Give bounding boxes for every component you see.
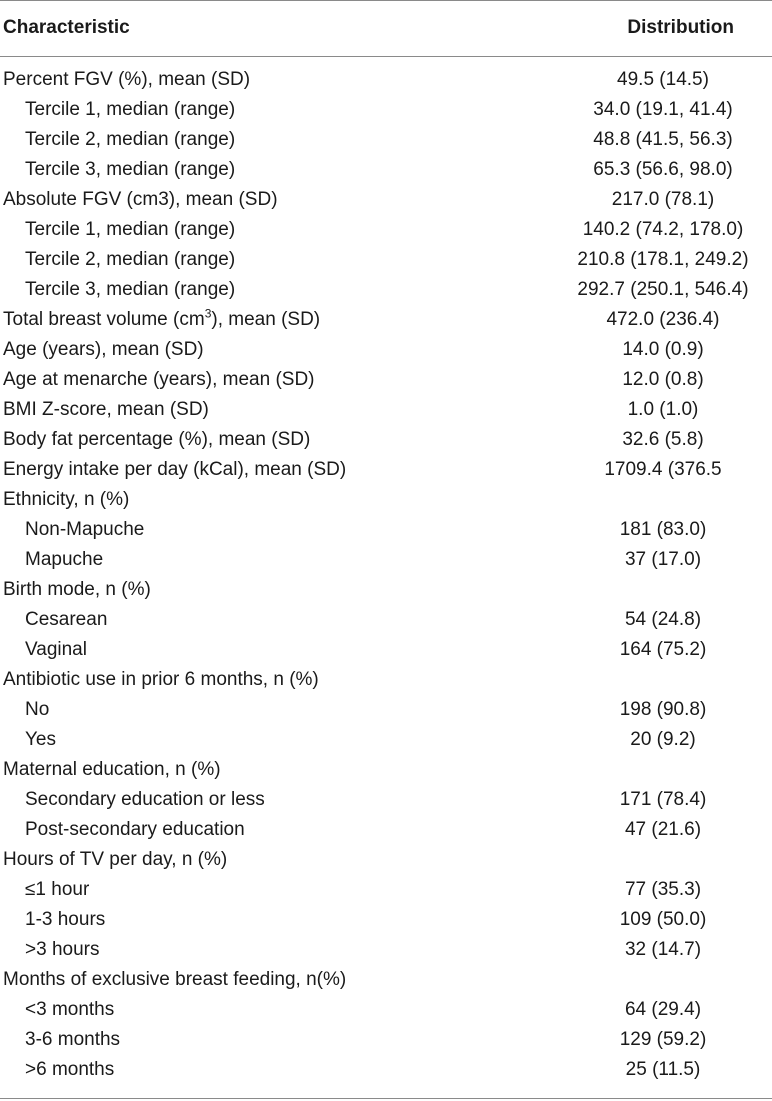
row-label: Tercile 1, median (range): [25, 219, 236, 240]
row-label-text: Total breast volume (cm: [3, 309, 205, 330]
row-label: Tercile 2, median (range): [25, 129, 236, 150]
table-row: [0, 875, 772, 905]
row-value: 181 (83.0): [619, 519, 707, 540]
row-label: >3 hours: [25, 939, 100, 960]
row-value: 54 (24.8): [624, 609, 702, 630]
table-row: [0, 455, 772, 485]
row-label: <3 months: [25, 999, 115, 1020]
table-row: [0, 485, 772, 515]
table-row: [0, 395, 772, 425]
row-value: 1709.4 (376.5: [604, 459, 722, 480]
row-value: 25 (11.5): [625, 1059, 701, 1080]
row-label: Hours of TV per day, n (%): [3, 849, 228, 870]
table-row: [0, 635, 772, 665]
row-label-superscript: 3: [204, 306, 212, 321]
table-row: [0, 1025, 772, 1055]
row-label: [3, 305, 320, 335]
row-value: 1.0 (1.0): [627, 399, 699, 420]
table-row: [0, 725, 772, 755]
table-body: [0, 65, 772, 1085]
row-value: 47 (21.6): [624, 819, 702, 840]
table-row: [0, 845, 772, 875]
row-value: 34.0 (19.1, 41.4): [593, 99, 733, 120]
table-row: [0, 65, 772, 95]
row-value: 77 (35.3): [624, 879, 702, 900]
table-row: [0, 815, 772, 845]
row-value: 65.3 (56.6, 98.0): [593, 159, 733, 180]
row-label: No: [25, 699, 50, 720]
table-row: [0, 785, 772, 815]
table-row: [0, 155, 772, 185]
row-label: >6 months: [25, 1059, 115, 1080]
table-row: [0, 575, 772, 605]
table-row: [0, 125, 772, 155]
row-label: Post-secondary education: [25, 819, 245, 840]
row-value: 37 (17.0): [624, 549, 702, 570]
table-header-rule: [0, 56, 772, 57]
row-label: Ethnicity, n (%): [3, 489, 130, 510]
table-row: [0, 365, 772, 395]
column-header-distribution: Distribution: [627, 17, 734, 38]
row-value: 32 (14.7): [624, 939, 702, 960]
row-label: Non-Mapuche: [25, 519, 145, 540]
row-label: Secondary education or less: [25, 789, 265, 810]
row-value: 171 (78.4): [619, 789, 707, 810]
row-value: 292.7 (250.1, 546.4): [577, 279, 749, 300]
table-row: [0, 605, 772, 635]
table-row: [0, 935, 772, 965]
row-value: 164 (75.2): [619, 639, 707, 660]
row-label: Energy intake per day (kCal), mean (SD): [3, 459, 347, 480]
row-label: ≤1 hour: [25, 879, 90, 900]
table-row: [0, 755, 772, 785]
row-value: 198 (90.8): [619, 699, 707, 720]
row-label: Maternal education, n (%): [3, 759, 221, 780]
table-row: [0, 1055, 772, 1085]
row-label: Absolute FGV (cm3), mean (SD): [3, 189, 278, 210]
column-header-characteristic: Characteristic: [3, 17, 130, 38]
row-label: Age at menarche (years), mean (SD): [3, 369, 315, 390]
row-label: Tercile 1, median (range): [25, 99, 236, 120]
row-label: Age (years), mean (SD): [3, 339, 204, 360]
row-label: BMI Z-score, mean (SD): [3, 399, 209, 420]
row-label: Body fat percentage (%), mean (SD): [3, 429, 311, 450]
table-row: [0, 695, 772, 725]
table-row: [0, 245, 772, 275]
row-value: 64 (29.4): [624, 999, 702, 1020]
table-bottom-rule: [0, 1098, 772, 1099]
row-value: 472.0 (236.4): [606, 309, 720, 330]
table-row: [0, 515, 772, 545]
table-row: [0, 665, 772, 695]
row-label: 1-3 hours: [25, 909, 106, 930]
row-value: 20 (9.2): [630, 729, 696, 750]
row-label: Cesarean: [25, 609, 108, 630]
row-label: 3-6 months: [25, 1029, 121, 1050]
row-label-text: ), mean (SD): [211, 309, 321, 330]
row-value: 32.6 (5.8): [622, 429, 704, 450]
row-value: 210.8 (178.1, 249.2): [577, 249, 749, 270]
row-label: Mapuche: [25, 549, 104, 570]
row-value: 217.0 (78.1): [611, 189, 715, 210]
table-row: [0, 545, 772, 575]
row-label: Tercile 3, median (range): [25, 279, 236, 300]
table-row: [0, 215, 772, 245]
row-value: 14.0 (0.9): [622, 339, 704, 360]
row-label: Antibiotic use in prior 6 months, n (%): [3, 669, 319, 690]
row-value: 109 (50.0): [619, 909, 707, 930]
row-label: Months of exclusive breast feeding, n(%): [3, 969, 347, 990]
row-label: Tercile 3, median (range): [25, 159, 236, 180]
table-row: [0, 95, 772, 125]
table-row: [0, 425, 772, 455]
table-row: [0, 335, 772, 365]
table-row: [0, 905, 772, 935]
row-value: 49.5 (14.5): [617, 69, 709, 90]
table-row: [0, 305, 772, 335]
table-row: [0, 275, 772, 305]
row-value: 129 (59.2): [619, 1029, 707, 1050]
row-label: Vaginal: [25, 639, 87, 660]
row-value: 48.8 (41.5, 56.3): [593, 129, 733, 150]
table-header: [0, 0, 772, 56]
row-label: Percent FGV (%), mean (SD): [3, 69, 251, 90]
row-label: Birth mode, n (%): [3, 579, 151, 600]
table-row: [0, 185, 772, 215]
table-row: [0, 995, 772, 1025]
row-label: Tercile 2, median (range): [25, 249, 236, 270]
table-row: [0, 965, 772, 995]
row-label: Yes: [25, 729, 56, 750]
row-value: 12.0 (0.8): [622, 369, 704, 390]
row-value: 140.2 (74.2, 178.0): [582, 219, 744, 240]
